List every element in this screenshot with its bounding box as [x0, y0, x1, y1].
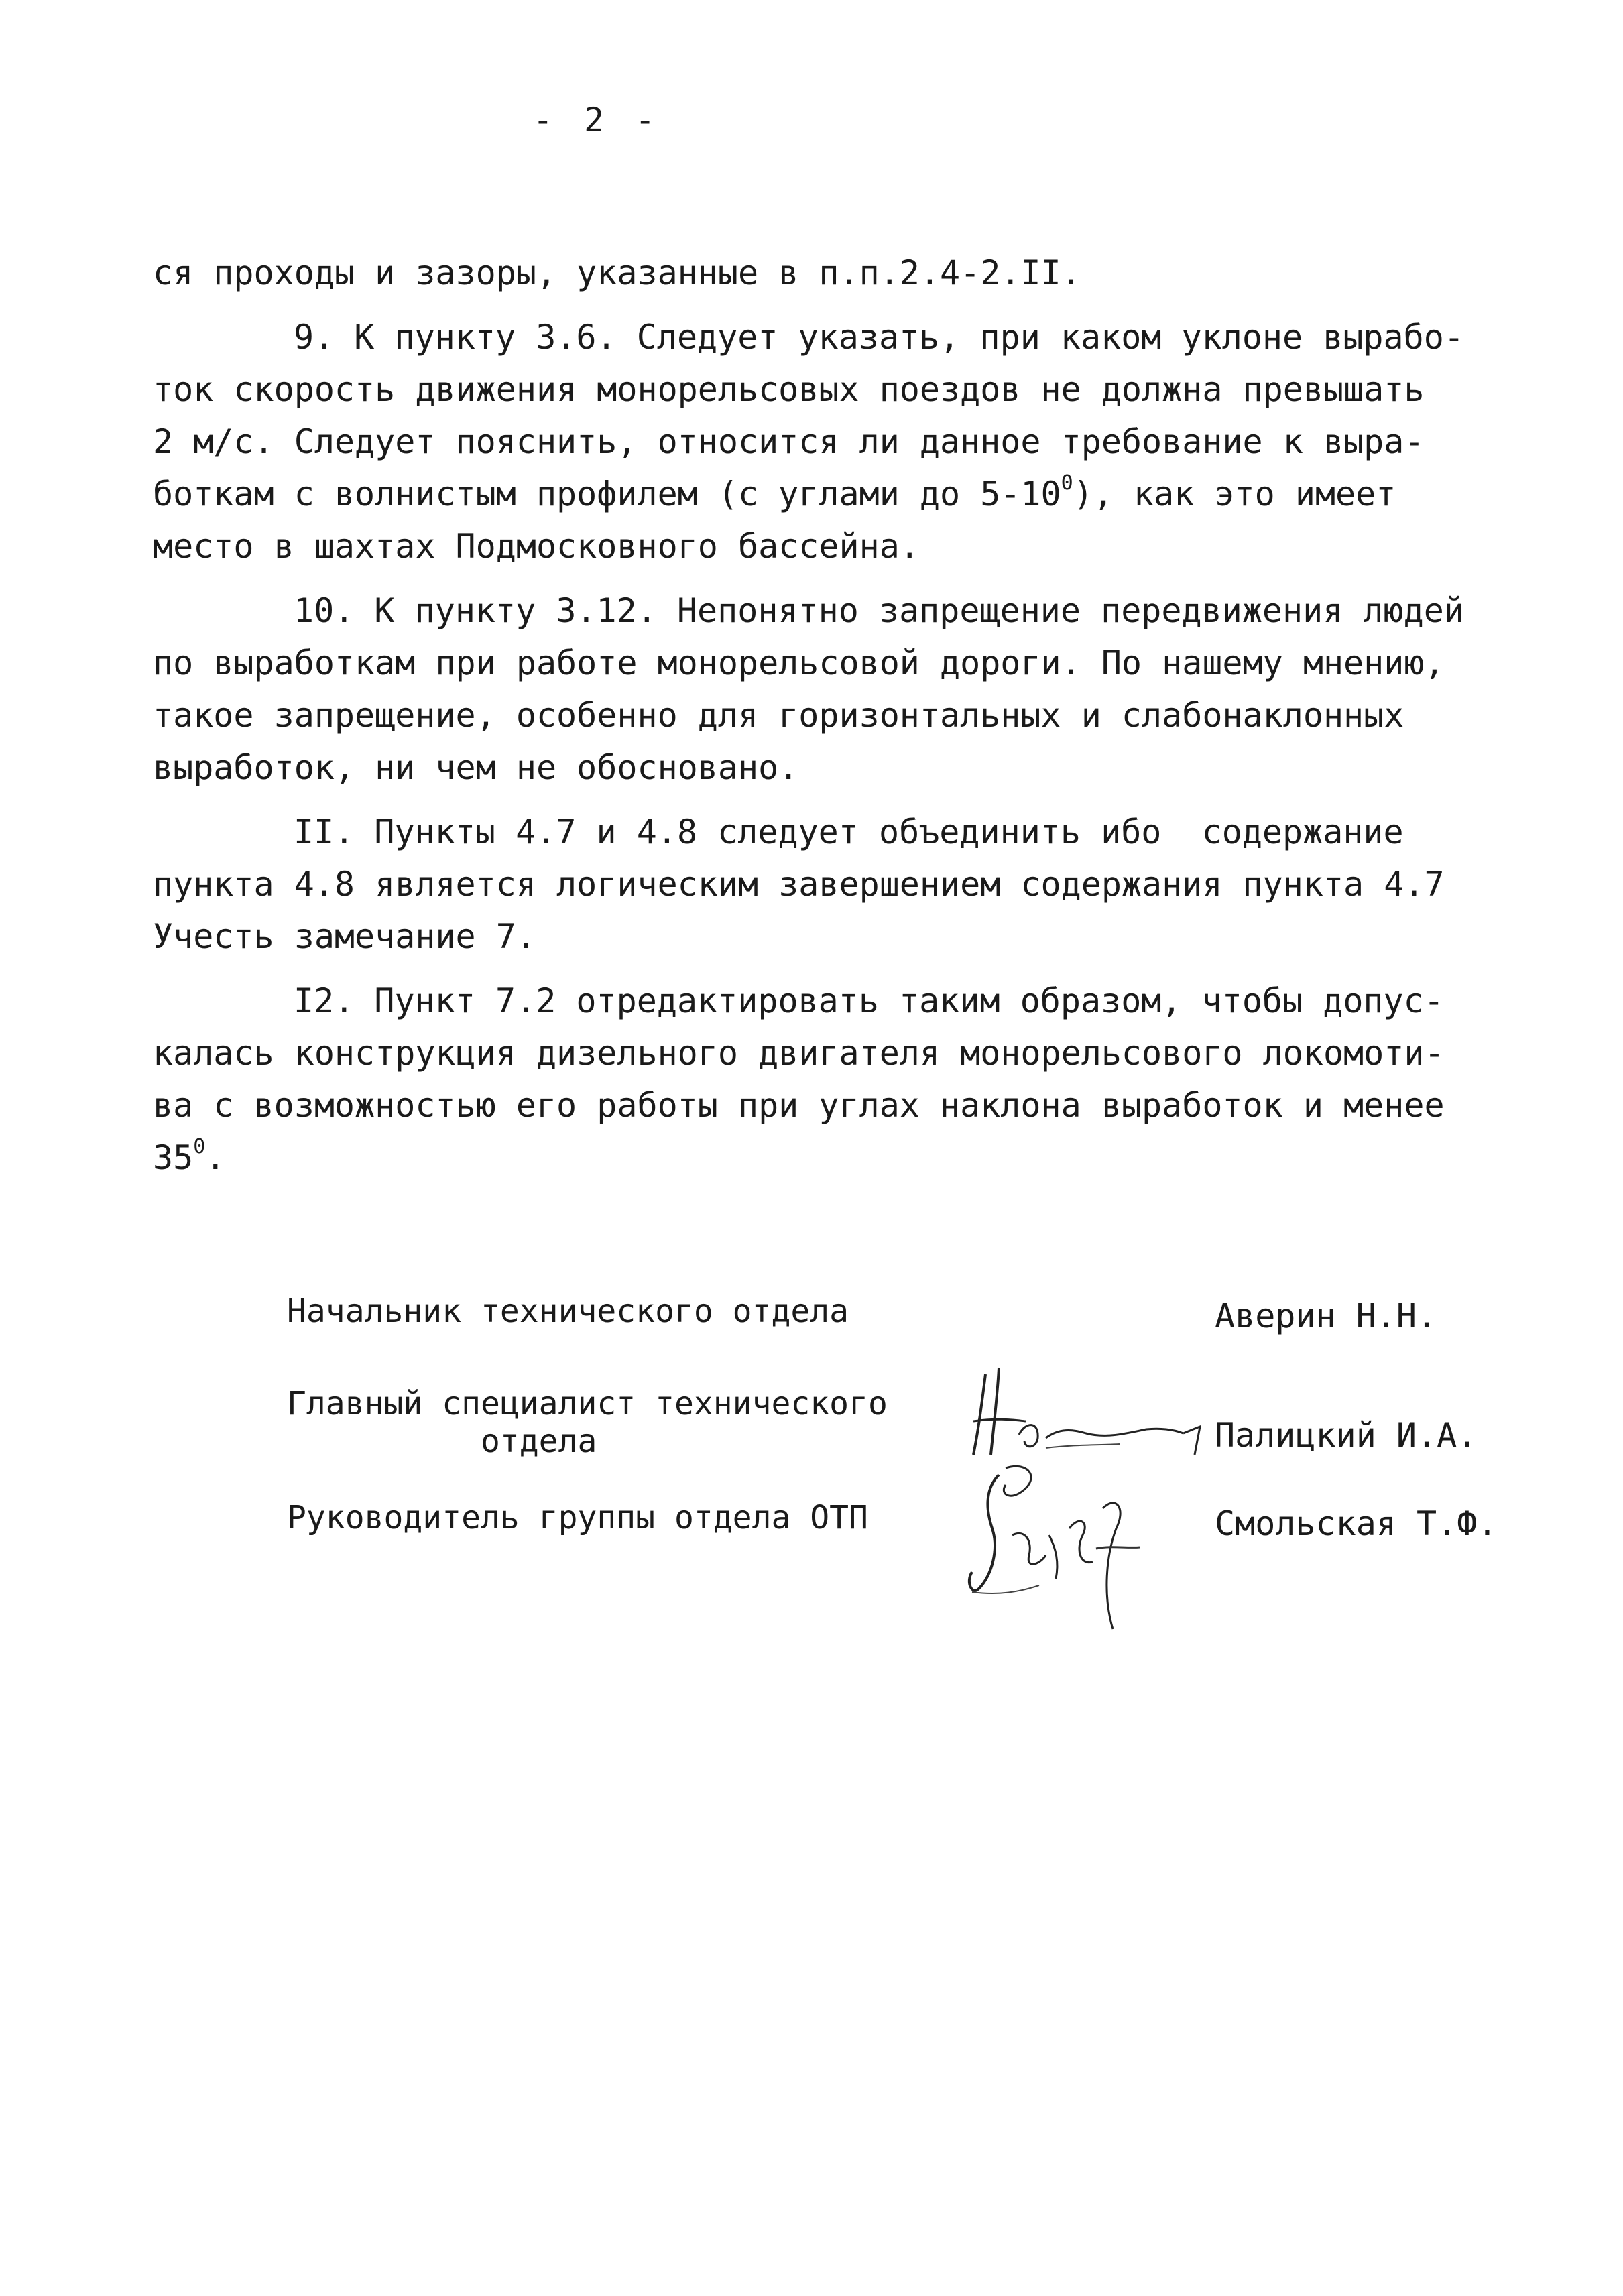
body-line-text: ва с возможностью его работы при углах наклона выработок и менее	[153, 1086, 1445, 1125]
body-line-text: Учесть замечание 7.	[153, 917, 536, 956]
body-line-text: пункта 4.8 является логическим завершением содержания пункта 4.7	[153, 865, 1445, 904]
body-line-tail: .	[205, 1138, 226, 1177]
body-line-text: по выработкам при работе монорельсовой дороги. По нашему мнению,	[153, 644, 1445, 682]
degree-superscript: 0	[193, 1135, 206, 1158]
body-line-text: выработок, ни чем не обосновано.	[153, 748, 799, 787]
page-number: - 2 -	[532, 101, 661, 139]
body-line-text: калась конструкция дизельного двигателя монорельсового локомоти-	[153, 1034, 1445, 1073]
body-line-text: 10. К пункту 3.12. Непонятно запрещение передвижения людей	[294, 591, 1464, 630]
signatory-3-name: Смольская Т.Ф.	[1215, 1504, 1498, 1543]
body-line-text: такое запрещение, особенно для горизонтальных и слабонаклонных	[153, 696, 1404, 735]
signatory-2-name: Палицкий И.А.	[1215, 1416, 1478, 1455]
degree-superscript: 0	[1061, 471, 1073, 495]
signatory-2-title: Главный специалист технического отдела	[287, 1385, 888, 1460]
body-line-tail: ), как это имеет	[1073, 475, 1396, 513]
body-line-text: ток скорость движения монорельсовых поездов не должна превышать	[153, 370, 1425, 409]
body-line-text: 35	[153, 1138, 194, 1177]
body-line-text: 9. К пункту 3.6. Следует указать, при каком уклоне вырабо-	[294, 318, 1464, 357]
body-line-text: II. Пункты 4.7 и 4.8 следует объединить ибо содержание	[294, 812, 1404, 851]
signatory-1-title: Начальник технического отдела	[287, 1292, 849, 1330]
body-line-text: место в шахтах Подмосковного бассейна.	[153, 527, 920, 566]
body-line-text: боткам с волнистым профилем (с углами до 5-10	[153, 475, 1061, 513]
body-line-text: ся проходы и зазоры, указанные в п.п.2.4-2.II.	[153, 253, 1081, 292]
signatory-3-title: Руководитель группы отдела ОТП	[287, 1499, 868, 1536]
body-line-text: 2 м/с. Следует пояснить, относится ли данное требование к выра-	[153, 422, 1425, 461]
handwritten-signature-smolskaya	[945, 1448, 1160, 1642]
signatory-1-name: Аверин Н.Н.	[1215, 1296, 1437, 1335]
body-line-text: I2. Пункт 7.2 отредактировать таким образом, чтобы допус-	[294, 981, 1444, 1020]
